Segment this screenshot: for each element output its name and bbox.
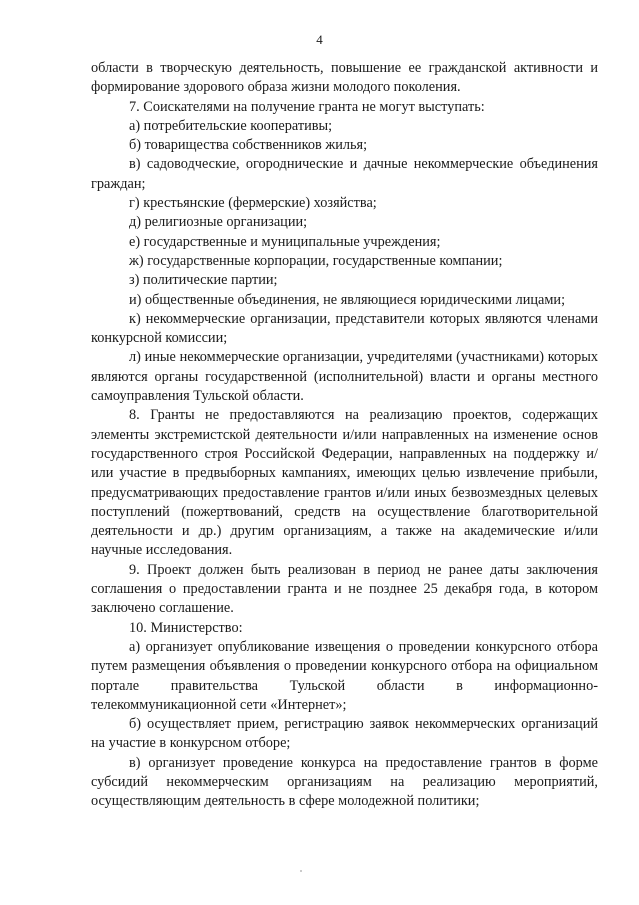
list-item-i: и) общественные объединения, не являющиеся юридическими лицами;: [129, 291, 566, 308]
list-item-zh: ж) государственные корпорации, государственные компании;: [129, 252, 503, 269]
list-item-z: з) политические партии;: [129, 272, 278, 289]
list-item-e: е) государственные и муниципальные учреждения;: [129, 233, 441, 250]
scan-speck: [300, 870, 302, 872]
list-item-v: в) садоводческие, огороднические и дачные некоммерческие объединения граждан;: [91, 156, 598, 192]
paragraph-10-item-a: а) организует опубликование извещения о проведении конкурсного отбора путем размещения объявления о проведении конкурсного отбора на официальном портале правительства Тульской области в информационно-телекоммуникационной сети «Интернет»;: [91, 638, 598, 713]
paragraph-9: 9. Проект должен быть реализован в период не ранее даты заключения соглашения о предоставлении гранта и не позднее 25 декабря года, в котором заключено соглашение.: [91, 561, 598, 617]
page-number: 4: [316, 32, 323, 47]
list-item-k: к) некоммерческие организации, представители которых являются членами конкурсной комиссии;: [91, 310, 598, 347]
list-item-b: б) товарищества собственников жилья;: [129, 137, 368, 154]
list-item-g: г) крестьянские (фермерские) хозяйства;: [129, 195, 377, 212]
document-body: [91, 59, 598, 812]
list-item-a: а) потребительские кооперативы;: [129, 117, 333, 134]
paragraph-8: 8. Гранты не предоставляются на реализацию проектов, содержащих элементы экстремистской деятельности и/или направленных на изменение основ государственного строя Российской Федерации, направленных на поддержку и/или участие в предвыборных кампаниях, имеющих целью извлечение прибыли, предусматривающих предоставление грантов и/или иных безвозмездных целевых поступлений (пожертвований, средств на осуществление благотворительной деятельности и др.) другим организациям, а также на академические и/или научные исследования.: [91, 407, 598, 559]
paragraph-10-item-b: б) осуществляет прием, регистрацию заявок некоммерческих организаций на участие в конкурсном отборе;: [91, 716, 598, 752]
paragraph-10-heading: 10. Министерство:: [129, 619, 243, 636]
paragraph-10-item-v: в) организует проведение конкурса на предоставление грантов в форме субсидий некоммерческим организациям на реализацию мероприятий, осуществляющим деятельность в сфере молодежной политики;: [91, 754, 598, 810]
list-item-l: л) иные некоммерческие организации, учредителями (участниками) которых являются органы государственной (исполнительной) власти и органы местного самоуправления Тульской области.: [91, 349, 598, 405]
list-item-d: д) религиозные организации;: [129, 214, 308, 231]
paragraph-7-heading: 7. Соискателями на получение гранта не могут выступать:: [129, 98, 485, 115]
paragraph-continuation: области в творческую деятельность, повышение ее гражданской активности и формирование здорового образа жизни молодого поколения.: [91, 60, 598, 96]
